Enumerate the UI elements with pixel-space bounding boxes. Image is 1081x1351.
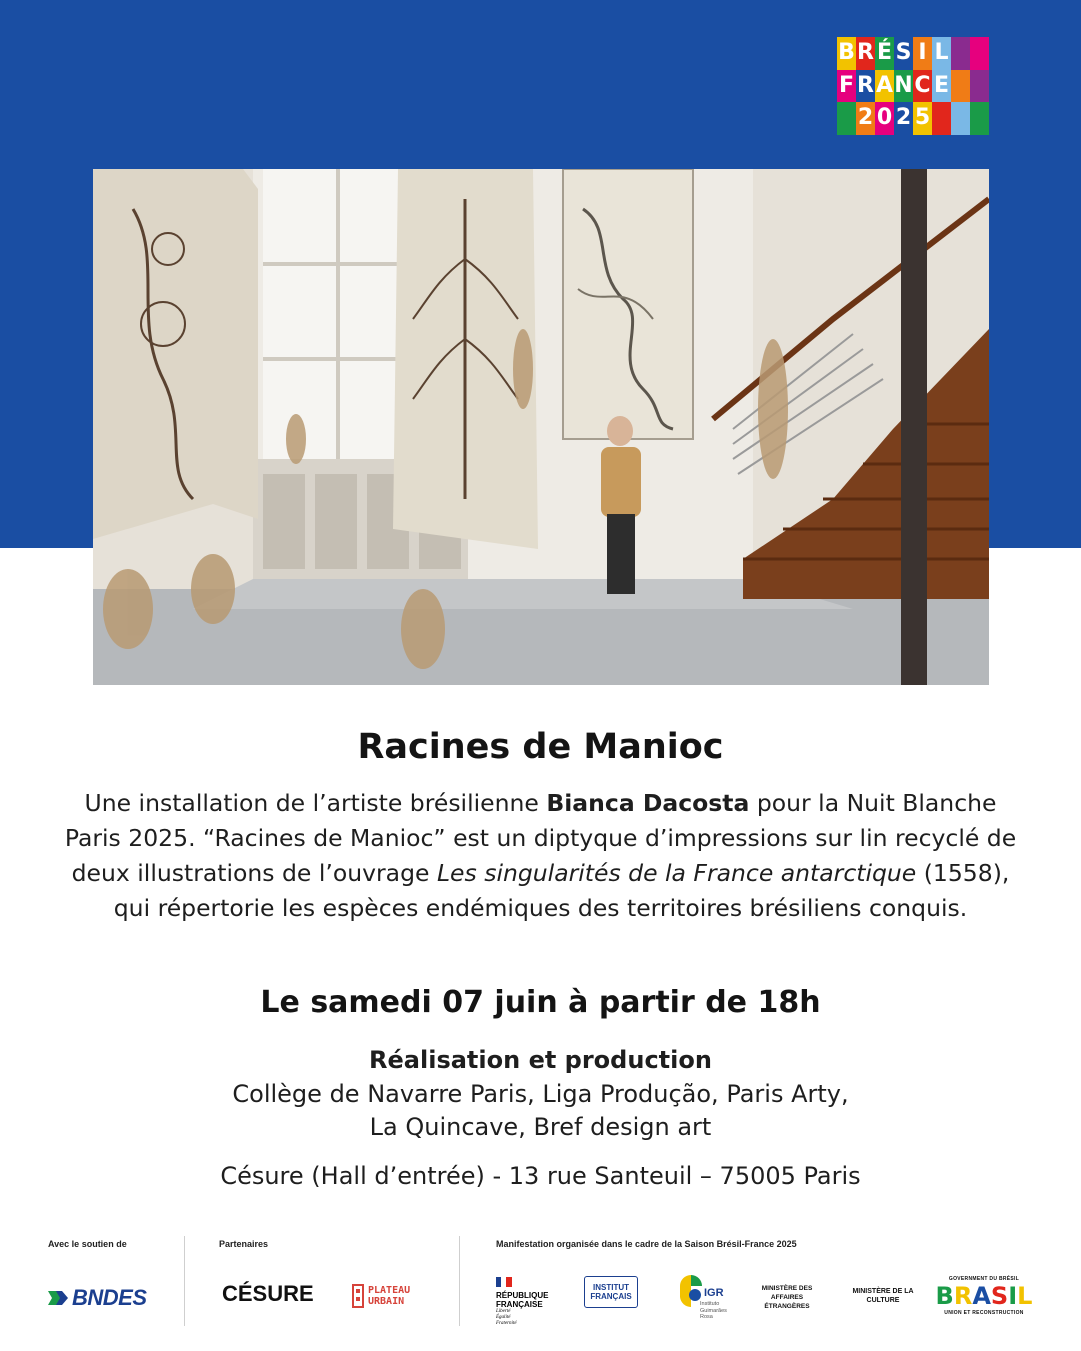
logo-cell — [970, 70, 989, 103]
bndes-mark-icon — [48, 1288, 68, 1308]
institut-francais-logo — [584, 1276, 638, 1308]
bndes-text: BNDES — [72, 1285, 147, 1310]
igr-logo — [680, 1275, 727, 1320]
event-address: Césure (Hall d’entrée) - 13 rue Santeuil – 75005 Paris — [220, 1162, 861, 1190]
logo-cell: R — [856, 37, 875, 70]
marianne-flag-icon — [496, 1277, 512, 1287]
igr-sub-2: Guimarães — [700, 1307, 727, 1314]
footer-divider-2 — [459, 1236, 460, 1326]
logo-cell — [951, 102, 970, 135]
production-line-2: La Quincave, Bref design art — [369, 1113, 712, 1141]
mc-line-1: MINISTÈRE DE LA — [852, 1288, 914, 1295]
cesure-text: CÉSURE — [222, 1281, 314, 1306]
production-title: Réalisation et production — [369, 1046, 712, 1074]
installation-photo — [93, 169, 989, 685]
logo-cell: N — [894, 70, 913, 103]
logo-cell: I — [913, 37, 932, 70]
ministere-affaires-etrangeres-logo — [757, 1284, 817, 1311]
igr-sub-1: Instituto — [700, 1301, 720, 1307]
description-part-1: Une installation de l’artiste brésilienne — [84, 789, 547, 817]
igr-text: IGR — [704, 1287, 724, 1299]
logo-cell: F — [837, 70, 856, 103]
book-title: Les singularités de la France antarctique — [436, 859, 917, 887]
govbr-letter: B — [935, 1282, 954, 1310]
production-line-1: Collège de Navarre Paris, Liga Produção, Paris Arty, — [232, 1080, 849, 1108]
plateau-line-1: PLATEAU — [368, 1285, 411, 1296]
support-label: Avec le soutien de — [48, 1239, 127, 1249]
organized-label: Manifestation organisée dans le cadre de la Saison Brésil-France 2025 — [496, 1239, 797, 1249]
logo-cell: 0 — [875, 102, 894, 135]
mae-line-2: AFFAIRES — [770, 1294, 804, 1301]
footer-divider-1 — [184, 1236, 185, 1326]
igr-sub-3: Rosa — [700, 1314, 713, 1320]
logo-cell — [951, 70, 970, 103]
bresil-france-2025-logo — [837, 37, 989, 135]
event-description — [60, 786, 1021, 926]
plateau-urbain-logo — [352, 1284, 410, 1308]
plateau-line-2: URBAIN — [368, 1296, 405, 1307]
govbr-word — [934, 1283, 1034, 1309]
logo-row — [837, 102, 989, 135]
logo-row — [837, 70, 989, 103]
production-list — [120, 1078, 961, 1144]
republique-line-2: FRANÇAISE — [496, 1300, 543, 1309]
plateau-mark-icon — [352, 1284, 364, 1308]
event-title: Racines de Manioc — [357, 727, 724, 767]
govbr-bottom-text: UNION ET RECONSTRUCTION — [944, 1310, 1024, 1316]
logo-cell: L — [932, 37, 951, 70]
republique-motto-3: Fraternité — [496, 1321, 517, 1326]
cesure-logo — [222, 1281, 314, 1307]
logo-cell: E — [932, 70, 951, 103]
logo-cell: R — [856, 70, 875, 103]
bndes-logo — [48, 1285, 147, 1311]
logo-cell: S — [894, 37, 913, 70]
partners-label: Partenaires — [219, 1239, 269, 1249]
logo-cell — [970, 102, 989, 135]
event-date: Le samedi 07 juin à partir de 18h — [260, 985, 821, 1020]
logo-cell: C — [913, 70, 932, 103]
logo-cell: 5 — [913, 102, 932, 135]
logo-cell — [837, 102, 856, 135]
institut-line-1: INSTITUT — [593, 1283, 629, 1292]
govbr-letter: S — [990, 1282, 1009, 1310]
institut-line-2: FRANÇAIS — [590, 1292, 632, 1301]
description-part-2: pour la Nuit Blanche Paris 2025. “Racines de Manioc” est un diptyque d’impressions sur lin recyclé de deux illustrations de l’ouvrage — [64, 789, 1017, 887]
republique-motto-2: Égalité — [496, 1315, 511, 1320]
logo-cell: É — [875, 37, 894, 70]
logo-row — [837, 37, 989, 70]
govbr-letter: R — [953, 1282, 973, 1310]
republique-motto-1: Liberté — [496, 1309, 511, 1314]
gouvernement-bresil-logo — [934, 1276, 1034, 1316]
mae-line-1: MINISTÈRE DES — [761, 1285, 813, 1292]
logo-cell: 2 — [894, 102, 913, 135]
govbr-letter: I — [1008, 1282, 1018, 1310]
govbr-letter: L — [1017, 1282, 1033, 1310]
description-part-3: (1558), qui répertorie les espèces endémiques des territoires brésiliens conquis. — [113, 859, 1010, 922]
logo-cell — [970, 37, 989, 70]
mae-line-3: ÉTRANGÈRES — [764, 1303, 810, 1310]
ministere-culture-logo — [845, 1287, 921, 1305]
igr-mark-icon — [680, 1275, 702, 1307]
logo-cell — [932, 102, 951, 135]
artist-name: Bianca Dacosta — [546, 789, 750, 817]
logo-cell: 2 — [856, 102, 875, 135]
govbr-letter: A — [972, 1282, 991, 1310]
republique-francaise-logo — [496, 1272, 548, 1327]
republique-line-1: RÉPUBLIQUE — [496, 1291, 549, 1300]
mc-line-2: CULTURE — [866, 1297, 900, 1304]
logo-cell: B — [837, 37, 856, 70]
logo-cell — [951, 37, 970, 70]
logo-cell: A — [875, 70, 894, 103]
govbr-top-text: GOVERNMENT DU BRÉSIL — [948, 1276, 1020, 1282]
